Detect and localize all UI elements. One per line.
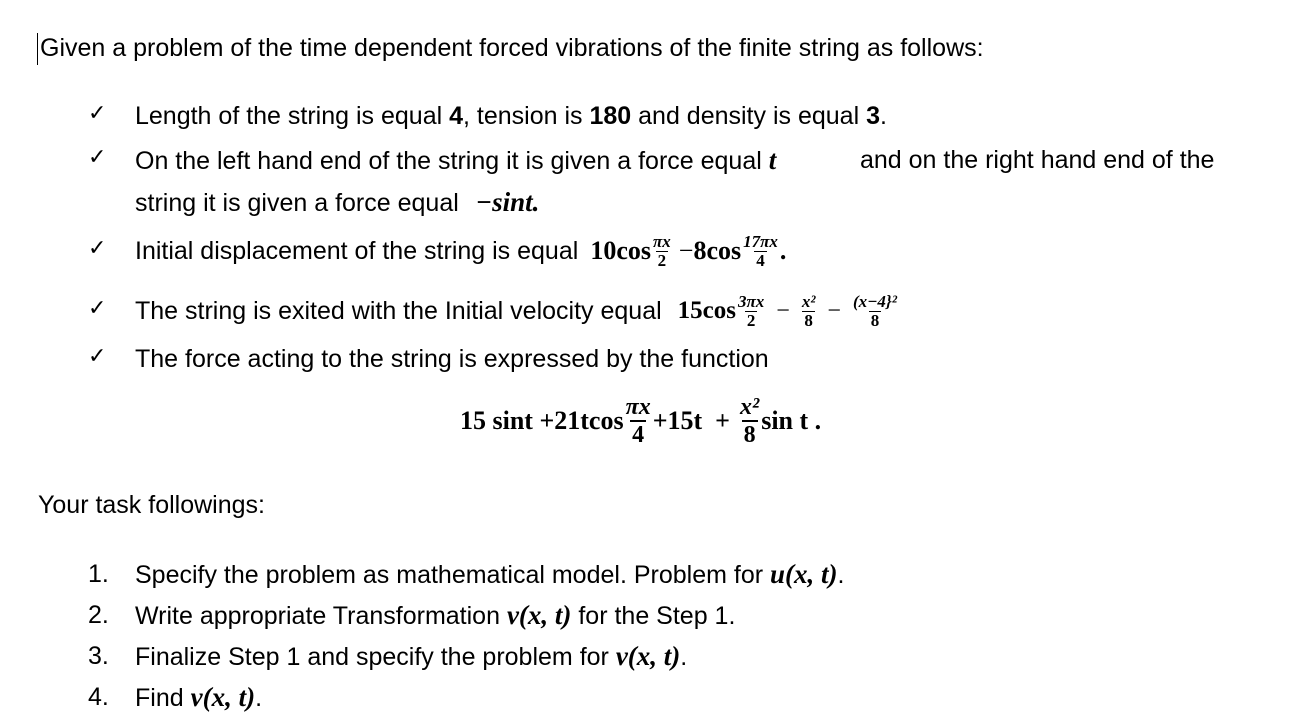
- tension-value: 180: [589, 102, 632, 130]
- right-force-label-start: and on the right hand end of the: [860, 146, 1215, 174]
- right-force-label: string it is given a force equal: [135, 189, 466, 217]
- fraction-3pix-over-2: $\frac{3\pi x}{2}$: [737, 291, 765, 330]
- check-icon: ✓: [88, 344, 107, 369]
- left-force-label: On the left hand end of the string it is given a force equal: [135, 147, 769, 175]
- fraction-xminus4-sq-over-8: $\frac{\text{(x−4\}²}}{8}$: [852, 291, 897, 330]
- fraction-x2-over-8: $\frac{\text{x²}}{8}$: [801, 291, 816, 330]
- sentence-end: .: [879, 102, 887, 130]
- task-number: 3.: [88, 642, 109, 670]
- minus-sign: −: [678, 236, 694, 265]
- bullet-initial-velocity: [135, 284, 899, 338]
- velocity-label: The string is exited with the Initial velocity equal: [135, 297, 662, 325]
- check-icon: ✓: [88, 296, 107, 321]
- fraction-x2-over-8: $\frac{\text{x²}}{8}$: [740, 394, 760, 448]
- length-value: 4: [449, 102, 464, 130]
- task-item-1: Specify the problem as mathematical model. Problem for u(x, t).: [135, 559, 845, 589]
- check-icon: ✓: [88, 101, 107, 126]
- task-number: 1.: [88, 560, 109, 588]
- fraction-pix-over-2: $\frac{\pi x}{2}$: [652, 231, 671, 270]
- minus-sign: −: [827, 298, 841, 324]
- formula-part2: +15t +: [652, 406, 730, 435]
- force-formula: [460, 386, 821, 456]
- tasks-heading: Your task followings:: [38, 491, 265, 519]
- formula-part1: 15 sint +21tcos: [460, 406, 624, 435]
- bullet-forces-line1: [135, 145, 776, 176]
- right-force-value: −sint.: [475, 187, 540, 217]
- density-value: 3: [866, 102, 880, 130]
- bullet-forces-line2: [135, 187, 539, 218]
- bullet-initial-displacement: [135, 224, 786, 278]
- displacement-term2: 8cos: [693, 236, 742, 265]
- problem-title: Given a problem of the time dependent forced vibrations of the finite string as follows:: [40, 34, 984, 62]
- check-icon: ✓: [88, 236, 107, 261]
- sentence-end: .: [779, 236, 787, 265]
- task-number: 4.: [88, 683, 109, 711]
- minus-sign: −: [776, 298, 790, 324]
- task-item-3: Finalize Step 1 and specify the problem for v(x, t).: [135, 641, 688, 671]
- fraction-pix-over-4: $\frac{\pi x}{4}$: [625, 394, 651, 448]
- formula-part3: sin t .: [761, 406, 822, 435]
- displacement-term1: 10cos: [590, 236, 651, 265]
- bullet-length: [135, 101, 887, 131]
- check-icon: ✓: [88, 145, 107, 170]
- task-number: 2.: [88, 601, 109, 629]
- displacement-label: Initial displacement of the string is equal: [135, 237, 579, 265]
- task-item-4: Find v(x, t).: [135, 682, 263, 712]
- velocity-term1: 15cos: [677, 297, 736, 324]
- length-label: Length of the string is equal: [135, 102, 450, 130]
- fraction-17pix-over-4: $\frac{17\pi x}{4}$: [743, 231, 778, 270]
- bullet-force-function: The force acting to the string is expressed by the function: [135, 345, 769, 373]
- text-cursor: [37, 33, 38, 65]
- left-force-value: t: [768, 145, 777, 175]
- tension-label: , tension is: [463, 102, 590, 130]
- task-item-2: Write appropriate Transformation v(x, t) for the Step 1.: [135, 600, 736, 630]
- density-label: and density is equal: [631, 102, 867, 130]
